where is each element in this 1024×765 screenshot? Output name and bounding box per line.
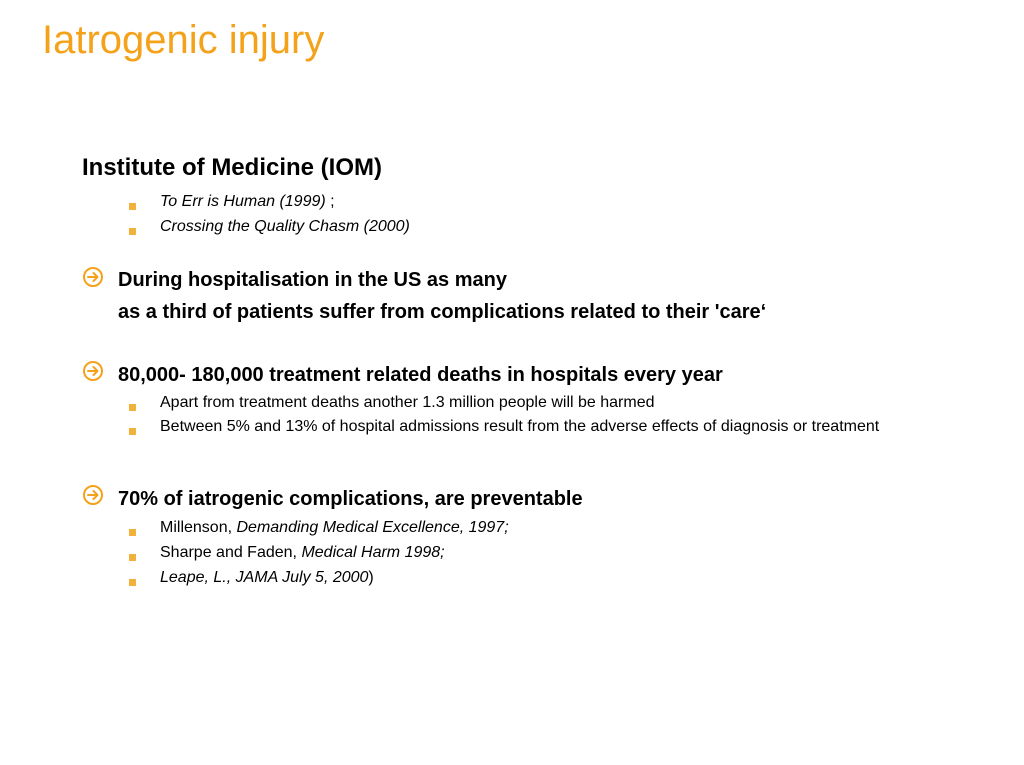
square-bullet-icon [129,579,136,586]
square-bullet-icon [129,554,136,561]
circled-arrow-icon [82,484,104,506]
reference-tail: ) [368,569,374,586]
point-hospitalisation [118,264,978,328]
square-bullet-icon [129,228,136,235]
iom-item-title: To Err is Human (1999) [160,193,326,210]
iom-item [160,192,940,212]
reference-title: Demanding Medical Excellence, 1997; [236,519,509,536]
reference-title: Medical Harm 1998; [301,544,445,561]
reference-item [160,568,940,588]
deaths-sub-item: Apart from treatment deaths another 1.3 million people will be harmed [160,394,655,411]
point-deaths: 80,000- 180,000 treatment related deaths in hospitals every year [118,364,723,386]
square-bullet-icon [129,428,136,435]
iom-item-title: Crossing the Quality Chasm (2000) [160,218,410,235]
iom-heading: Institute of Medicine (IOM) [82,154,382,181]
square-bullet-icon [129,404,136,411]
reference-author: Sharpe and Faden, [160,544,302,561]
reference-author: Millenson, [160,519,237,536]
deaths-sub-item: Between 5% and 13% of hospital admissions result from the adverse effects of diagnosis or treatment [160,418,880,435]
square-bullet-icon [129,529,136,536]
slide-title: Iatrogenic injury [42,18,325,62]
reference-item [160,543,940,563]
circled-arrow-icon [82,266,104,288]
reference-title: Leape, L., JAMA July 5, 2000 [160,569,369,586]
circled-arrow-icon [82,360,104,382]
iom-item [160,217,940,237]
reference-item [160,518,940,538]
point-preventable: 70% of iatrogenic complications, are preventable [118,488,583,510]
square-bullet-icon [129,203,136,210]
point-line: During hospitalisation in the US as many [118,269,507,291]
iom-item-suffix: ; [325,193,335,210]
point-line: as a third of patients suffer from complications related to their 'care‘ [118,301,767,323]
